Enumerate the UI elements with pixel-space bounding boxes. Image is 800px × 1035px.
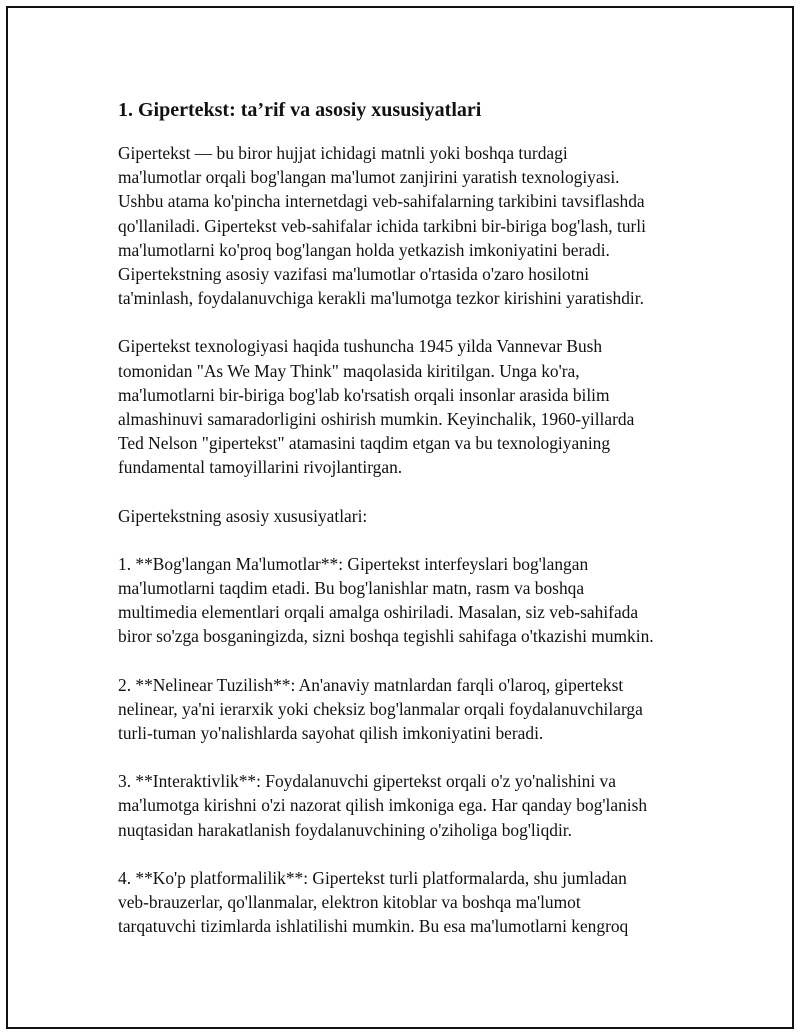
text-line: ma'lumotlarni bir-biriga bog'lab ko'rsatish orqali insonlar arasida bilim: [118, 384, 610, 405]
text-line: nuqtasidan harakatlanish foydalanuvchining o'ziholiga bog'liqdir.: [118, 819, 572, 840]
list-item-interactivity: [118, 769, 698, 842]
text-line: biror so'zga bosganingizda, sizni boshqa tegishli sahifaga o'tkazishi mumkin.: [118, 626, 654, 647]
text-line: ta'minlash, foydalanuvchiga kerakli ma'lumotga tezkor kirishini yaratishdir.: [118, 288, 644, 309]
text-line: ma'lumotlarni taqdim etadi. Bu bog'lanishlar matn, rasm va boshqa: [118, 578, 585, 599]
text-line: Gipertekst texnologiyasi haqida tushuncha 1945 yilda Vannevar Bush: [118, 336, 603, 357]
text-line: Gipertekst — bu biror hujjat ichidagi matnli yoki boshqa turdagi: [118, 143, 568, 163]
text-line: ma'lumotlar orqali bog'langan ma'lumot zanjirini yaratish texnologiyasi.: [118, 167, 620, 188]
text-line: tarqatuvchi tizimlarda ishlatilishi mumkin. Bu esa ma'lumotlarni kengroq: [118, 916, 629, 937]
text-line: almashinuvi samaradorligini oshirish mumkin. Keyinchalik, 1960-yillarda: [118, 409, 635, 430]
text-line: tomonidan "As We May Think" maqolasida kiritilgan. Unga ko'ra,: [118, 360, 580, 381]
text-line: Gipertekstning asosiy vazifasi ma'lumotlar o'rtasida o'zaro hosilotni: [118, 264, 590, 285]
text-line: fundamental tamoyillarini rivojlantirgan.: [118, 457, 403, 478]
text-line: qo'llaniladi. Gipertekst veb-sahifalar ichida tarkibni bir-biriga bog'lash, turli: [118, 215, 646, 236]
list-item-multiplatform: [118, 866, 698, 939]
text-line: 1. **Bog'langan Ma'lumotlar**: Gipertekst interfeyslari bog'langan: [118, 553, 589, 574]
paragraph-features-intro: [118, 504, 698, 528]
text-line: 4. **Ko'p platformalilik**: Gipertekst turli platformalarda, shu jumladan: [118, 867, 627, 888]
list-item-nonlinear-structure: [118, 673, 698, 746]
paragraph-history: [118, 334, 698, 479]
list-item-linked-data: [118, 552, 698, 649]
text-line: veb-brauzerlar, qo'llanmalar, elektron kitoblar va boshqa ma'lumot: [118, 892, 581, 913]
paragraph-definition: [118, 141, 698, 310]
text-line: Ted Nelson "gipertekst" atamasini taqdim etgan va bu texnologiyaning: [118, 433, 611, 454]
text-line: Ushbu atama ko'pincha internetdagi veb-sahifalarning tarkibini tavsiflashda: [118, 191, 645, 212]
section-heading: 1. Gipertekst: ta’rif va asosiy xususiyatlari: [118, 99, 482, 121]
document-page: [6, 6, 794, 1029]
text-line: Gipertekstning asosiy xususiyatlari:: [118, 505, 368, 526]
text-line: 3. **Interaktivlik**: Foydalanuvchi gipertekst orqali o'z yo'nalishini va: [118, 771, 616, 792]
document-body: [118, 94, 698, 962]
text-line: multimedia elementlari orqali amalga oshiriladi. Masalan, siz veb-sahifada: [118, 602, 639, 623]
text-line: turli-tuman yo'nalishlarda sayohat qilish imkoniyatini beradi.: [118, 723, 544, 744]
text-line: ma'lumotga kirishni o'zi nazorat qilish imkoniga ega. Har qanday bog'lanish: [118, 795, 648, 816]
text-line: 2. **Nelinear Tuzilish**: An'anaviy matnlardan farqli o'laroq, gipertekst: [118, 674, 624, 695]
text-line: ma'lumotlarni ko'proq bog'langan holda yetkazish imkoniyatini beradi.: [118, 239, 610, 260]
text-line: nelinear, ya'ni ierarxik yoki cheksiz bog'lanmalar orqali foydalanuvchilarga: [118, 698, 643, 719]
